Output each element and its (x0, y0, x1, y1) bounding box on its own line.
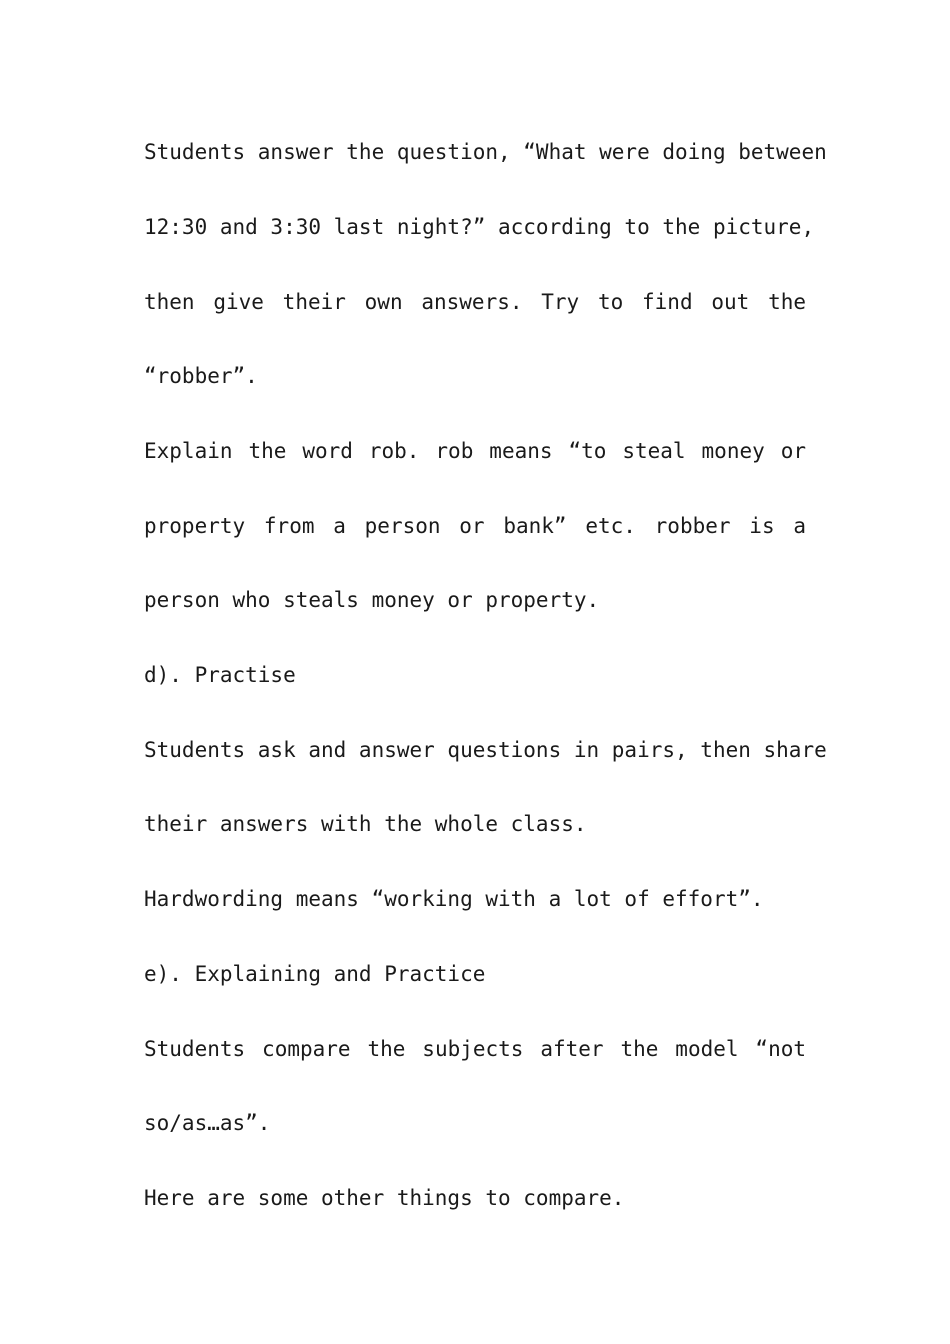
paragraph-line-7: person who steals money or property. (144, 588, 600, 612)
section-heading-explaining: e). Explaining and Practice (144, 962, 486, 986)
paragraph-line-5: Explain the word rob. rob means “to steal money or (144, 439, 806, 463)
paragraph-line-13: Students compare the subjects after the model “not (144, 1037, 806, 1061)
paragraph-line-15: Here are some other things to compare. (144, 1186, 625, 1210)
paragraph-line-3: then give their own answers. Try to find out the (144, 290, 806, 314)
paragraph-line-9: Students ask and answer questions in pairs, then share (144, 738, 827, 762)
paragraph-line-1: Students answer the question, “What were doing between (144, 140, 827, 164)
section-heading-practise: d). Practise (144, 663, 296, 687)
paragraph-line-2: 12:30 and 3:30 last night?” according to the picture, (144, 215, 815, 239)
paragraph-line-4: “robber”. (144, 364, 258, 388)
paragraph-line-11: Hardwording means “working with a lot of effort”. (144, 887, 764, 911)
paragraph-line-14: so/as…as”. (144, 1111, 271, 1135)
paragraph-line-6: property from a person or bank” etc. robber is a (144, 514, 806, 538)
paragraph-line-10: their answers with the whole class. (144, 812, 587, 836)
